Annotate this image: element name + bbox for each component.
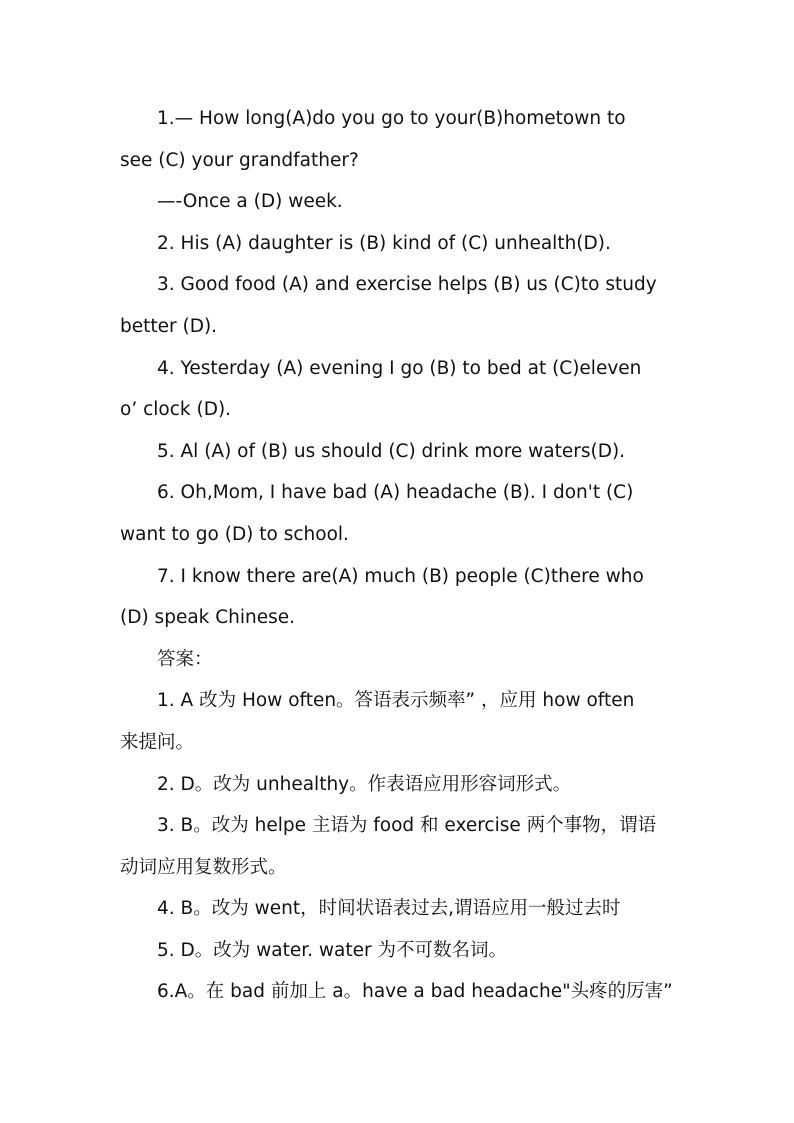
question-7-line-2: (D) speak Chinese. xyxy=(120,607,296,629)
question-1-line-2: see (C) your grandfather? xyxy=(120,149,359,171)
answer-3-line-1: 3. B。改为 helpe 主语为 food 和 exercise 两个事物，谓语 xyxy=(157,815,657,837)
question-4-line-1: 4. Yesterday (A) evening I go (B) to bed at (C)eleven xyxy=(157,357,642,379)
answer-4-line: 4. B。改为 went，时间状语表过去,谓语应用一般过去时 xyxy=(157,898,621,920)
document-body xyxy=(120,98,680,1013)
answer-5-line: 5. D。改为 water. water 为不可数名词。 xyxy=(157,939,508,961)
question-5-line: 5. Al (A) of (B) us should (C) drink more waters(D). xyxy=(157,440,626,462)
question-6-line-2: want to go (D) to school. xyxy=(120,523,349,545)
answer-6-line: 6.A。在 bad 前加上 a。have a bad headache"头疼的厉害” xyxy=(157,981,673,1003)
question-3-line-2: better (D). xyxy=(120,315,218,337)
question-6-line-1: 6. Oh,Mom, I have bad (A) headache (B). I don't (C) xyxy=(157,482,634,504)
answer-3-line-2: 动词应用复数形式。 xyxy=(120,856,287,878)
answer-1-line-1: 1. A 改为 How often。答语表示频率” ，应用 how often xyxy=(157,690,635,712)
answer-2-line: 2. D。改为 unhealthy。作表语应用形容词形式。 xyxy=(157,773,572,795)
question-2-line: 2. His (A) daughter is (B) kind of (C) unhealth(D). xyxy=(157,232,611,254)
question-1-answer-line: —-Once a (D) week. xyxy=(157,191,343,213)
question-1-line-1: 1.— How long(A)do you go to your(B)hometown to xyxy=(157,108,626,129)
question-7-line-1: 7. I know there are(A) much (B) people (C)there who xyxy=(157,565,644,587)
question-3-line-1: 3. Good food (A) and exercise helps (B) us (C)to study xyxy=(157,274,657,296)
question-4-line-2: o’ clock (D). xyxy=(120,399,232,421)
answers-heading: 答案： xyxy=(157,648,213,670)
answer-1-line-2: 来提问。 xyxy=(120,731,195,753)
